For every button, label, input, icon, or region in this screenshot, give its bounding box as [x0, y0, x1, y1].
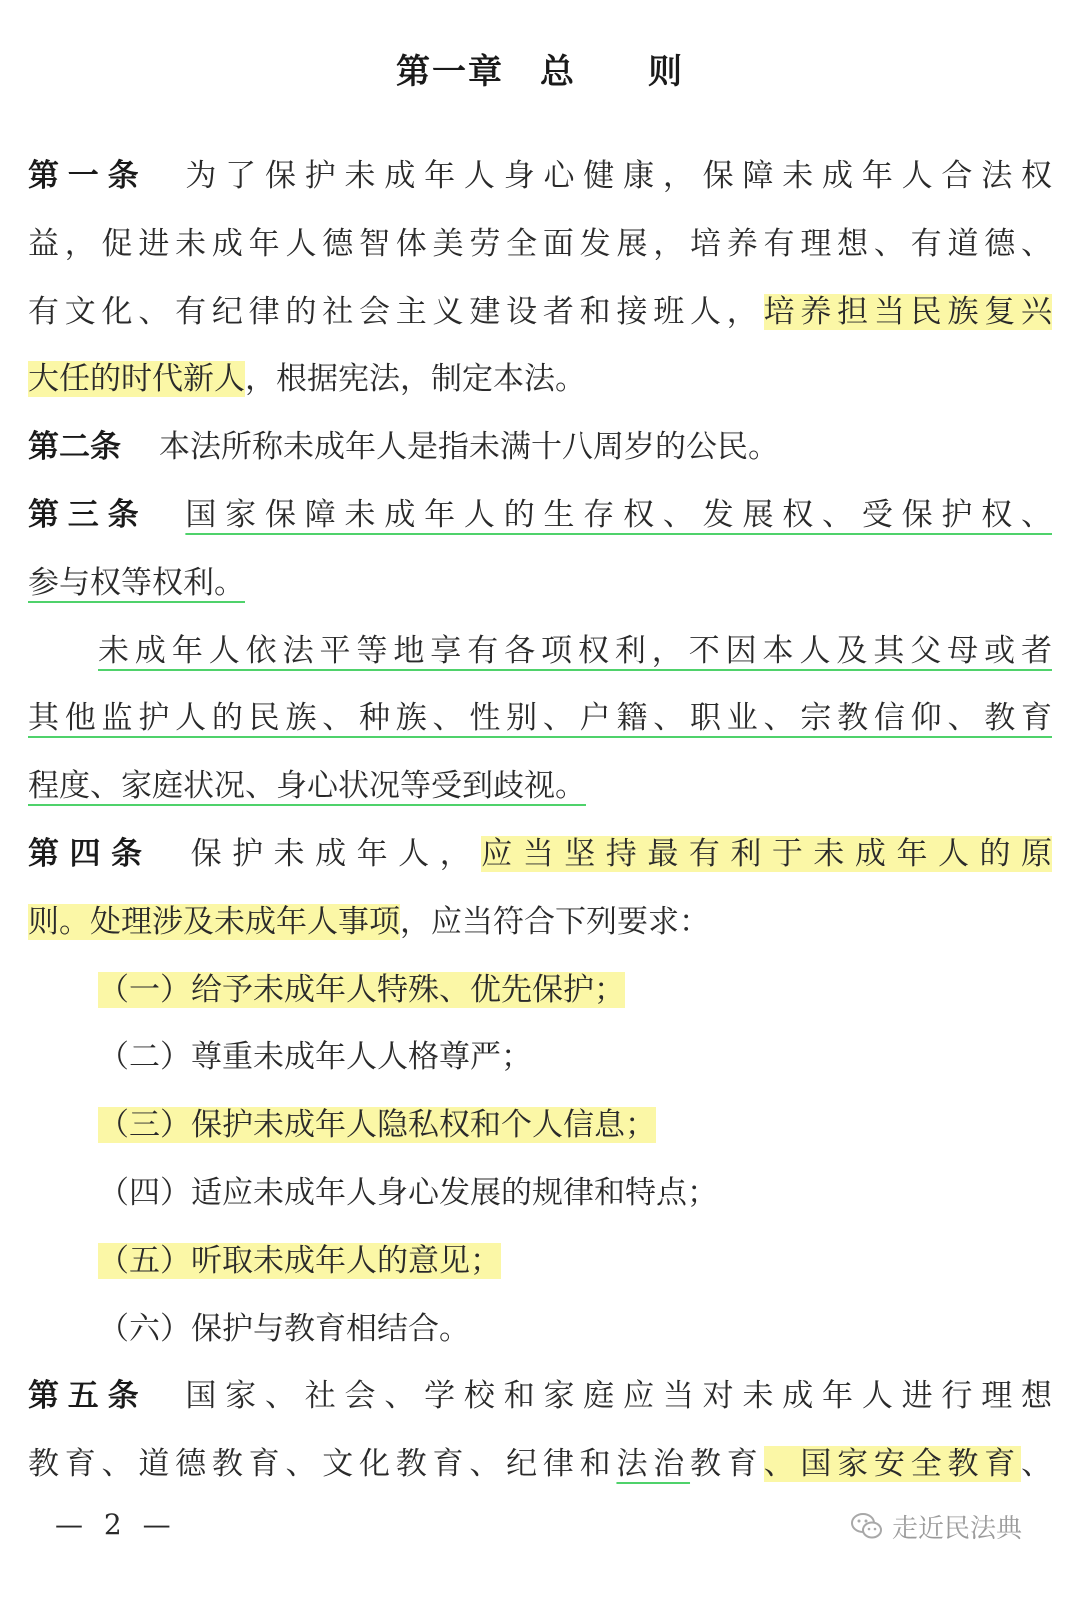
text-segment: 本法所称未成年人是指未满十八周岁的公民。 — [159, 429, 779, 466]
article-number: 第五条 — [28, 1378, 148, 1415]
article-number: 第三条 — [28, 497, 148, 533]
text-line — [28, 413, 1052, 481]
underlined-text: 程度、家庭状况、身心状况等受到歧视。 — [28, 768, 586, 805]
underlined-text: 其他监护人的民族、种族、性别、户籍、职业、宗教信仰、教育 — [28, 700, 1052, 737]
underlined-text: 法治 — [616, 1446, 691, 1483]
chapter-title: 第一章 总 则 — [396, 52, 684, 92]
highlighted-text: （三）保护未成年人隐私权和个人信息； — [98, 1107, 656, 1144]
page-number: — 2 — — [55, 1508, 177, 1541]
text-line — [28, 1159, 1052, 1227]
text-line — [28, 820, 1052, 888]
wechat-icon — [850, 1511, 884, 1541]
text-line — [28, 142, 1052, 210]
text-line — [28, 1295, 1052, 1363]
text-line — [28, 617, 1052, 685]
underlined-text: 国家保障未成年人的生存权、发展权、受保护权、 — [185, 497, 1052, 533]
text-line — [28, 1362, 1052, 1430]
text-line — [28, 345, 1052, 413]
text-line — [28, 1091, 1052, 1159]
highlighted-text: 则。处理涉及未成年人事项 — [28, 903, 400, 940]
text-line — [28, 684, 1052, 752]
text-segment: 有文化、有纪律的社会主义建设者和接班人， — [28, 293, 764, 330]
text-line — [28, 1023, 1052, 1091]
text-segment: 益，促进未成年人德智体美劳全面发展，培养有理想、有道德、 — [28, 225, 1052, 262]
article-number: 第二条 — [28, 429, 121, 466]
highlighted-text: 、国家安全教育 — [763, 1446, 1022, 1483]
text-segment: ，根据宪法，制定本法。 — [245, 361, 586, 398]
article-number: 第一条 — [28, 158, 148, 194]
text-line — [28, 1227, 1052, 1295]
text-segment: （四）适应未成年人身心发展的规律和特点； — [98, 1175, 718, 1211]
highlighted-text: （一）给予未成年人特殊、优先保护； — [98, 971, 625, 1008]
text-segment: 为了保护未成年人身心健康，保障未成年人合法权 — [185, 158, 1052, 194]
text-line — [28, 481, 1052, 549]
text-line — [28, 752, 1052, 820]
text-line — [28, 1430, 1052, 1498]
text-segment: 教育 — [690, 1446, 764, 1483]
text-line — [28, 210, 1052, 278]
article-number: 第四条 — [28, 836, 153, 872]
account-name: 走近民法典 — [892, 1513, 1023, 1544]
text-segment: 国家、社会、学校和家庭应当对未成年人进行理想 — [185, 1378, 1052, 1415]
text-segment: （六）保护与教育相结合。 — [98, 1310, 470, 1347]
account-watermark — [850, 1506, 1022, 1546]
text-segment: （二）尊重未成年人人格尊严； — [98, 1039, 532, 1076]
text-segment: 、 — [1021, 1446, 1053, 1483]
highlighted-text: 大任的时代新人 — [28, 361, 245, 398]
highlighted-text: 应当坚持最有利于未成年人的原 — [481, 836, 1053, 872]
text-segment: ，应当符合下列要求： — [400, 903, 710, 940]
text-line — [28, 549, 1052, 617]
underlined-text: 参与权等权利。 — [28, 564, 245, 601]
text-line — [28, 956, 1052, 1024]
text-segment: 教育、道德教育、文化教育、纪律和 — [28, 1446, 617, 1483]
highlighted-text: 培养担当民族复兴 — [763, 293, 1053, 330]
underlined-text: 未成年人依法平等地享有各项权利，不因本人及其父母或者 — [98, 632, 1052, 669]
text-line — [28, 888, 1052, 956]
highlighted-text: （五）听取未成年人的意见； — [98, 1242, 501, 1279]
text-segment: 保护未成年人， — [190, 836, 482, 872]
text-line — [28, 278, 1052, 346]
